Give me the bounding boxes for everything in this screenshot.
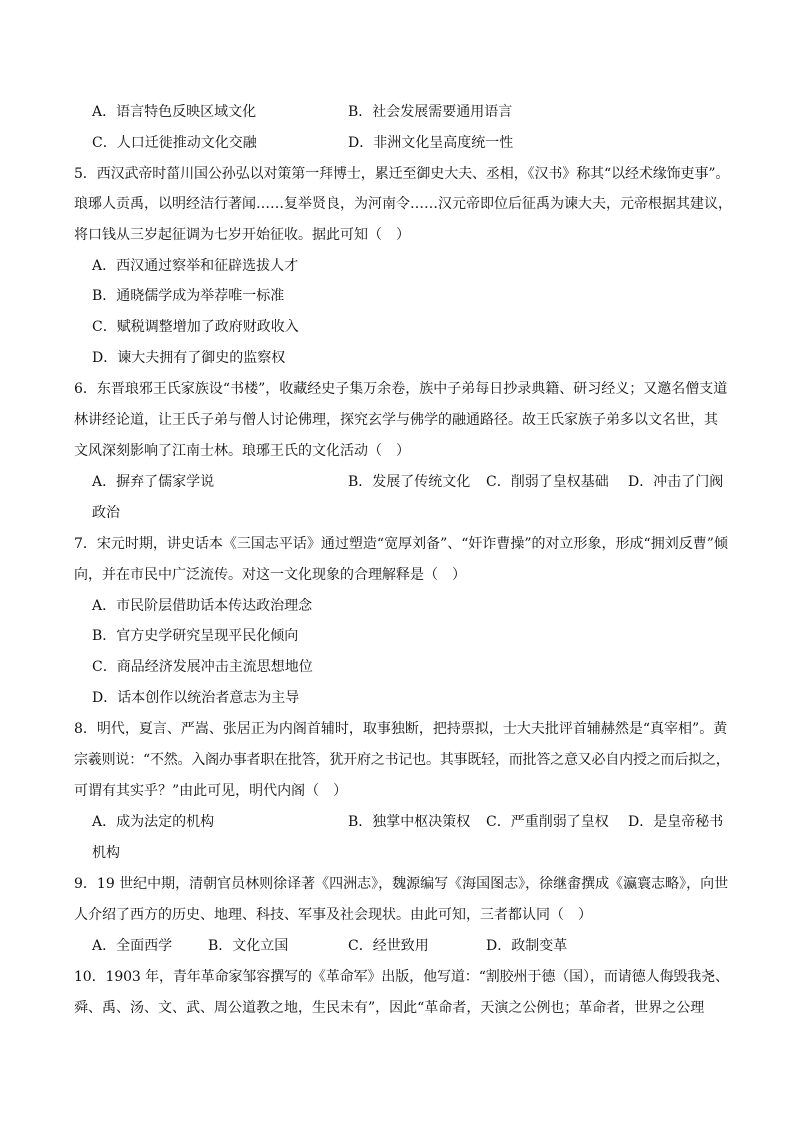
q6-stem-line-2: 林讲经论道，让王氏子弟与僧人讨论佛理，探究玄学与佛学的融通路径。故王氏家族子弟多以文名世，其	[74, 412, 718, 428]
q9-stem-line-2: 人介绍了西方的历史、地理、科技、军事及社会现状。由此可知，三者都认同（ ）	[74, 907, 592, 923]
q8-option-c: C．严重削弱了皇权	[486, 814, 609, 830]
q5-option-d: D．谏大夫拥有了御史的监察权	[92, 350, 286, 366]
prev-option-d: D．非洲文化呈高度统一性	[348, 135, 514, 151]
q9-option-d: D．政制变革	[486, 938, 568, 954]
prev-option-a: A．语言特色反映区域文化	[92, 104, 257, 120]
q5-option-b: B．通晓儒学成为举荐唯一标准	[92, 288, 285, 304]
q7-option-a: A．市民阶层借助话本传达政治理念	[92, 598, 313, 614]
q8-stem-line-1: 8．明代，夏言、严嵩、张居正为内阁首辅时，取事独断，把持票拟，士大夫批评首辅赫然是“真宰相”。黄	[74, 721, 728, 737]
q10-stem-line-1: 10．1903 年，青年革命家邹容撰写的《革命军》出版，他写道：“割胶州于德（国），而请德人侮毁我尧、	[74, 969, 729, 985]
q6-option-d: D．冲击了门阀	[628, 474, 724, 490]
q5-option-a: A．西汉通过察举和征辟选拔人才	[92, 258, 299, 274]
q6-option-c: C．削弱了皇权基础	[486, 474, 609, 490]
q5-stem-line-1: 5．西汉武帝时菑川国公孙弘以对策第一拜博士，累迁至御史大夫、丞相，《汉书》称其“以经术缘饰吏事”。	[74, 166, 730, 182]
q7-option-d: D．话本创作以统治者意志为主导	[92, 690, 300, 706]
q9-stem-line-1: 9．19 世纪中期，清朝官员林则徐译著《四洲志》，魏源编写《海国图志》，徐继畬撰成《瀛寰志略》，向世	[74, 876, 729, 892]
q9-option-c: C．经世致用	[348, 938, 429, 954]
q9-option-a: A．全面西学	[92, 938, 173, 954]
q5-stem-line-2: 琅琊人贡禹，以明经洁行著闻……复举贤良，为河南令……汉元帝即位后征禹为谏大夫，元帝根据其建议，	[74, 196, 732, 212]
q8-stem-line-3: 可谓有其实乎？”由此可见，明代内阁（ ）	[74, 783, 348, 799]
q8-stem-line-2: 宗羲则说：“不然。入阁办事者职在批答，犹开府之书记也。其事既轻，而批答之意又必自内授之而后拟之，	[74, 752, 730, 768]
q8-option-b: B．独掌中枢决策权	[348, 814, 471, 830]
q6-stem-line-1: 6．东晋琅邪王氏家族设“书楼”，收藏经史子集万余卷，族中子弟每日抄录典籍、研习经义；又邀名僧支道	[74, 381, 728, 397]
q7-option-c: C．商品经济发展冲击主流思想地位	[92, 659, 313, 675]
q6-option-b: B．发展了传统文化	[348, 474, 471, 490]
q6-option-a: A．摒弃了儒家学说	[92, 474, 215, 490]
q7-stem-line-1: 7．宋元时期，讲史话本《三国志平话》通过塑造“宽厚刘备”、“奸诈曹操”的对立形象，形成“拥刘反曹”倾	[74, 536, 728, 552]
q5-stem-line-3: 将口钱从三岁起征调为七岁开始征收。据此可知（ ）	[74, 227, 410, 243]
prev-option-c: C．人口迁徙推动文化交融	[92, 135, 257, 151]
q6-stem-line-3: 文风深刻影响了江南士林。琅琊王氏的文化活动（ ）	[74, 443, 410, 459]
q7-stem-line-2: 向，并在市民中广泛流传。对这一文化现象的合理解释是（ ）	[74, 567, 466, 583]
q8-option-d: D．是皇帝秘书	[628, 814, 724, 830]
q7-option-b: B．官方史学研究呈现平民化倾向	[92, 628, 299, 644]
q8-option-d-continued: 机构	[92, 845, 120, 861]
q8-option-a: A．成为法定的机构	[92, 814, 215, 830]
q10-stem-line-2: 舜、禹、汤、文、武、周公道教之地，生民未有”，因此“革命者，天演之公例也；革命者，世界之公理	[74, 1000, 705, 1016]
q5-option-c: C．赋税调整增加了政府财政收入	[92, 319, 299, 335]
q6-option-d-continued: 政治	[92, 505, 120, 521]
q9-option-b: B．文化立国	[208, 938, 289, 954]
prev-option-b: B．社会发展需要通用语言	[348, 104, 513, 120]
